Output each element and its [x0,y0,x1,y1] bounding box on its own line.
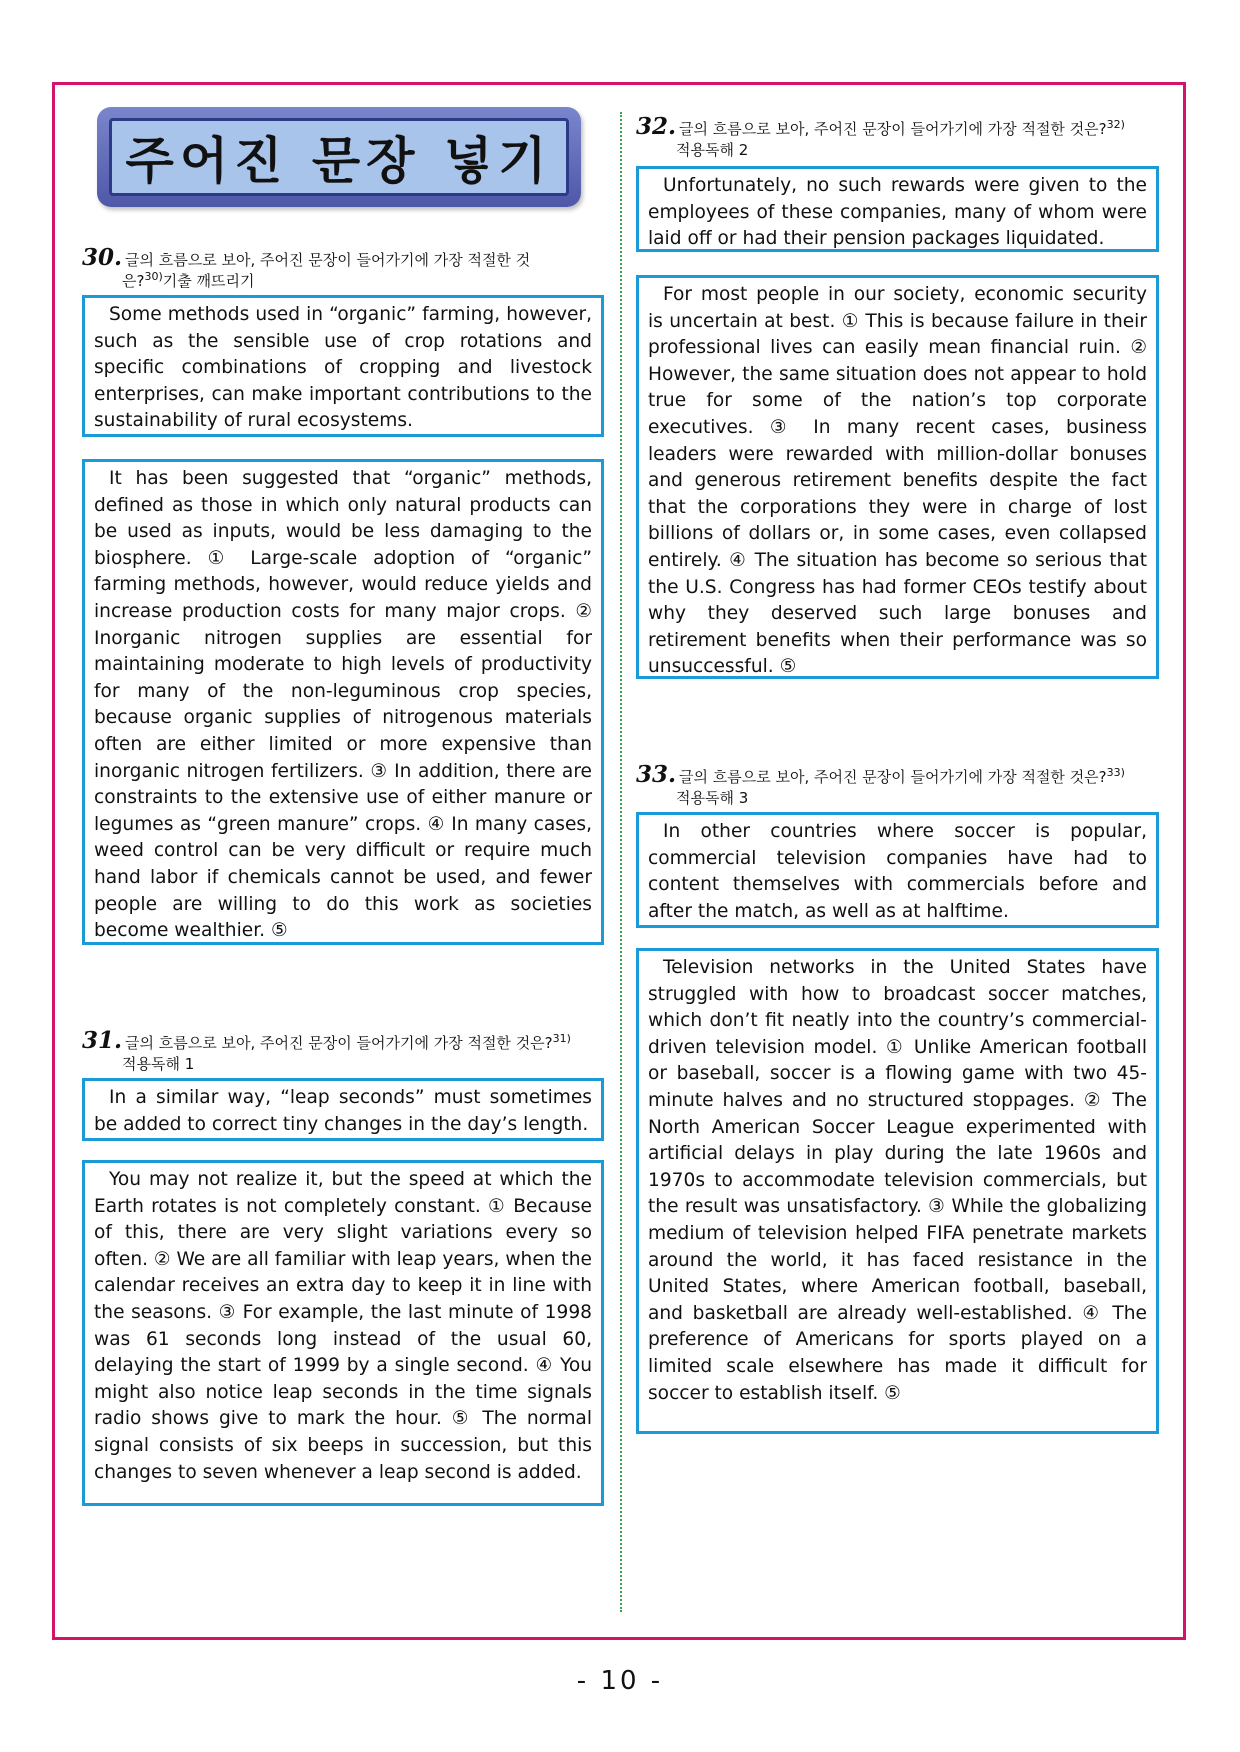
question-source: 기출 깨뜨리기 [162,272,255,290]
footnote-marker: 31) [552,1032,571,1045]
question-source: 적용독해 2 [676,141,749,159]
question-30-header [82,244,607,292]
passage-box-31 [82,1160,604,1506]
passage-box-33 [636,948,1159,1434]
given-sentence: Unfortunately, no such rewards were given to the employees of these companies, many of whom were laid off or had their pension packages liquidated. [648,175,1147,250]
given-sentence: In other countries where soccer is popular, commercial television companies have had to content themselves with commercials before and after the match, as well as at halftime. [648,821,1147,922]
given-sentence-box-33 [636,812,1159,928]
passage-box-30 [82,459,604,945]
question-number: 30. [82,244,123,271]
given-sentence-box-32 [636,166,1159,252]
question-31-header [82,1027,607,1075]
column-divider [620,112,622,1612]
given-sentence-box-30 [82,295,604,437]
section-title-plate [97,107,581,207]
passage-text: For most people in our society, economic security is uncertain at best. ① This is because failure in their professional lives can easily mean financial ruin. ② However, the same situation does not appear to hold true for some of the nation’s top corporate executives. ③ In many recent cases, business leaders were rewarded with million-dollar bonuses and generous retirement benefits despite the fact that the corporations they were in charge of lost billions of dollars or, in some cases, even collapsed entirely. ④ The situation has become so serious that the U.S. Congress has had former CEOs testify about why they deserved such large bonuses and retirement benefits when their performance was so unsuccessful. ⑤ [648,284,1147,678]
question-32-header [636,113,1181,161]
section-title: 주어진 문장 넣기 [109,118,569,196]
passage-text: It has been suggested that “organic” methods, defined as those in which only natural products can be used as inputs, would be less damaging to the biosphere. ① Large-scale adoption of “organic” farming methods, however, would reduce yields and increase production costs for many major crops. ② Inorganic nitrogen supplies are essential for maintaining moderate to high levels of productivity for many of the non-leguminous crop species, because organic supplies of nitrogenous materials often are either limited or more expensive than inorganic nitrogen fertilizers. ③ In addition, there are constraints to the extensive use of either manure or legumes as “green manure” crops. ④ In many cases, weed control can be very difficult or require much hand labor if chemicals cannot be used, and fewer people are willing to do this work as societies become wealthier. ⑤ [94,468,592,942]
question-prompt: 글의 흐름으로 보아, 주어진 문장이 들어가기에 가장 적절한 것은? [679,768,1107,786]
footnote-marker: 30) [144,270,163,283]
given-sentence-box-31 [82,1078,604,1141]
given-sentence: Some methods used in “organic” farming, however, such as the sensible use of crop rotations and specific combinations of cropping and livestock enterprises, can make important contributions to the sustainability of rural ecosystems. [94,304,592,432]
question-prompt: 글의 흐름으로 보아, 주어진 문장이 들어가기에 가장 적절한 것은? [679,120,1107,138]
passage-box-32 [636,275,1159,679]
footnote-marker: 32) [1106,118,1125,131]
page-number: - 10 - [576,1666,664,1696]
question-prompt: 글의 흐름으로 보아, 주어진 문장이 들어가기에 가장 적절한 것 [125,251,531,269]
passage-text: Television networks in the United States have struggled with how to broadcast soccer matches, which don’t fit neatly into the country’s commercial-driven television model. ① Unlike American football or baseball, soccer is a flowing game with two 45-minute halves and no structured stoppages. ② The North American Soccer League experimented with artificial delays in play during the late 1960s and 1970s to accommodate television commercials, but the result was unsatisfactory. ③ While the globalizing medium of television helped FIFA penetrate markets around the world, it has faced resistance in the United States, where American football, baseball, and basketball are already well-established. ④ The preference of Americans for sports played on a limited scale elsewhere has made it difficult for soccer to establish itself. ⑤ [648,957,1147,1404]
question-prompt-cont: 은? [122,272,145,290]
footnote-marker: 33) [1106,766,1125,779]
question-prompt: 글의 흐름으로 보아, 주어진 문장이 들어가기에 가장 적절한 것은? [125,1034,553,1052]
question-source: 적용독해 1 [122,1055,195,1073]
given-sentence: In a similar way, “leap seconds” must sometimes be added to correct tiny changes in the day’s length. [94,1087,592,1135]
question-number: 31. [82,1027,123,1054]
question-number: 33. [636,761,677,788]
question-source: 적용독해 3 [676,789,749,807]
passage-text: You may not realize it, but the speed at which the Earth rotates is not completely constant. ① Because of this, there are very slight variations every so often. ② We are all familiar with leap years, when the calendar receives an extra day to keep it in line with the seasons. ③ For example, the last minute of 1998 was 61 seconds long instead of the usual 60, delaying the start of 1999 by a single second. ④ You might also notice leap seconds in the time signals radio shows give to mark the hour. ⑤ The normal signal consists of six beeps in succession, but this changes to seven whenever a leap second is added. [94,1169,592,1483]
question-33-header [636,761,1181,809]
question-number: 32. [636,113,677,140]
